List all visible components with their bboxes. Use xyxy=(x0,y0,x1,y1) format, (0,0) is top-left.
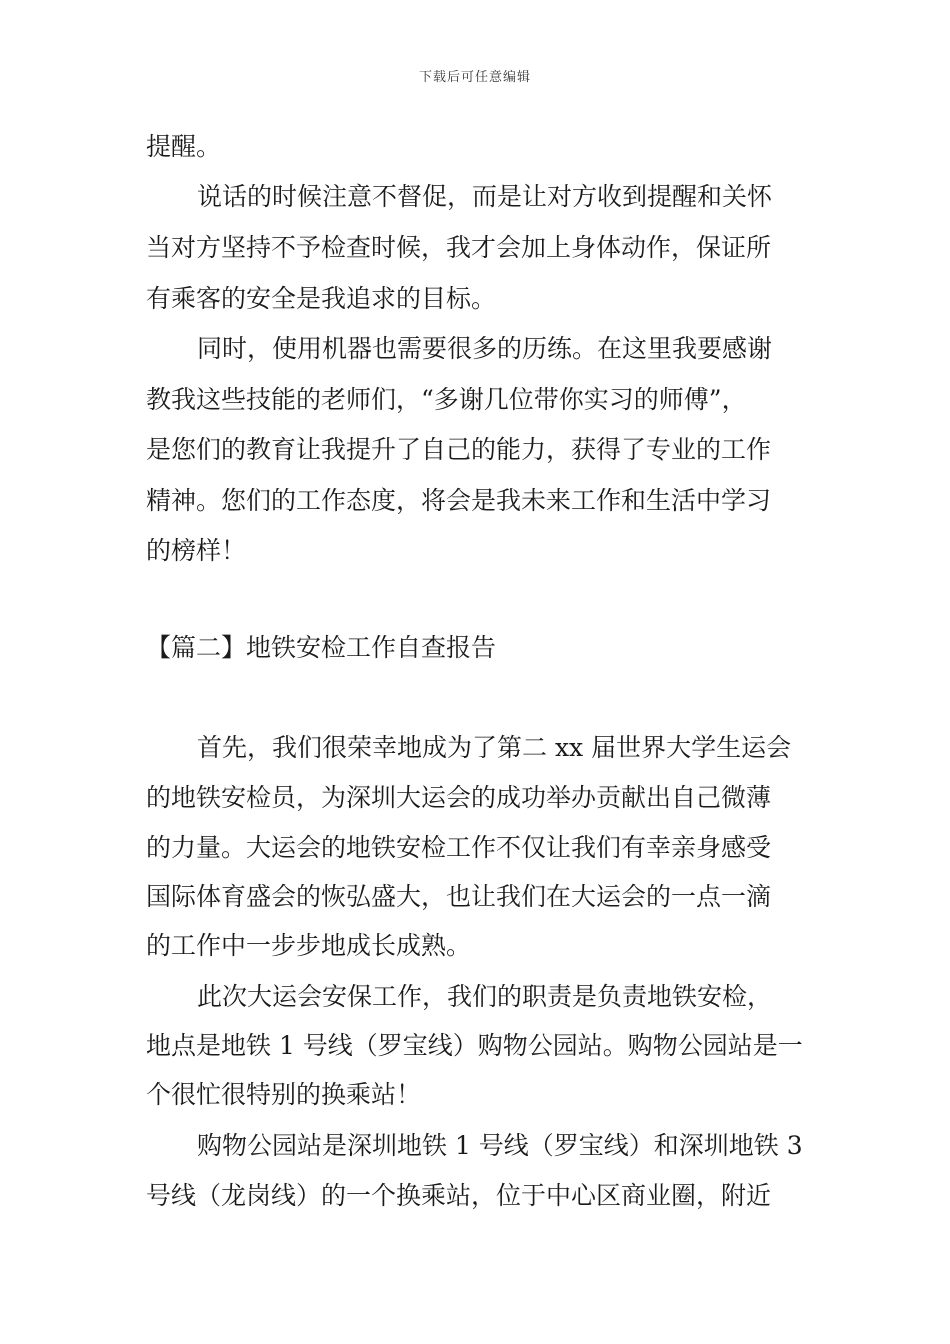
text-line: 个很忙很特别的换乘站！ xyxy=(146,1080,422,1109)
section-heading: 【篇二】地铁安检工作自查报告 xyxy=(146,633,497,662)
text-line: 国际体育盛会的恢弘盛大，也让我们在大运会的一点一滴 xyxy=(146,882,772,911)
text-line: 的工作中一步步地成长成熟。 xyxy=(146,931,472,960)
text-line: 精神。您们的工作态度，将会是我未来工作和生活中学习 xyxy=(146,486,772,515)
text-line: 的榜样！ xyxy=(146,536,247,565)
text-line: 首先，我们很荣幸地成为了第二 xx 届世界大学生运会 xyxy=(197,733,792,762)
page-header: 下载后可任意编辑 xyxy=(418,70,531,85)
text-line: 提醒。 xyxy=(146,132,222,161)
text-line: 同时，使用机器也需要很多的历练。在这里我要感谢 xyxy=(197,334,773,363)
text-line: 的力量。大运会的地铁安检工作不仅让我们有幸亲身感受 xyxy=(146,833,772,862)
text-line: 的地铁安检员，为深圳大运会的成功举办贡献出自己微薄 xyxy=(146,783,772,812)
text-line: 教我这些技能的老师们，“多谢几位带你实习的师傅”， xyxy=(146,385,747,414)
text-line: 此次大运会安保工作，我们的职责是负责地铁安检， xyxy=(197,982,773,1011)
text-line: 购物公园站是深圳地铁 1 号线（罗宝线）和深圳地铁 3 xyxy=(197,1131,803,1160)
text-line: 说话的时候注意不督促，而是让对方收到提醒和关怀 xyxy=(197,182,773,211)
text-line: 有乘客的安全是我追求的目标。 xyxy=(146,284,497,313)
text-line: 是您们的教育让我提升了自己的能力，获得了专业的工作 xyxy=(146,435,772,464)
text-line: 地点是地铁 1 号线（罗宝线）购物公园站。购物公园站是一 xyxy=(146,1031,803,1060)
text-line: 当对方坚持不予检查时候，我才会加上身体动作，保证所 xyxy=(146,233,772,262)
text-line: 号线（龙岗线）的一个换乘站，位于中心区商业圈，附近 xyxy=(146,1181,772,1210)
